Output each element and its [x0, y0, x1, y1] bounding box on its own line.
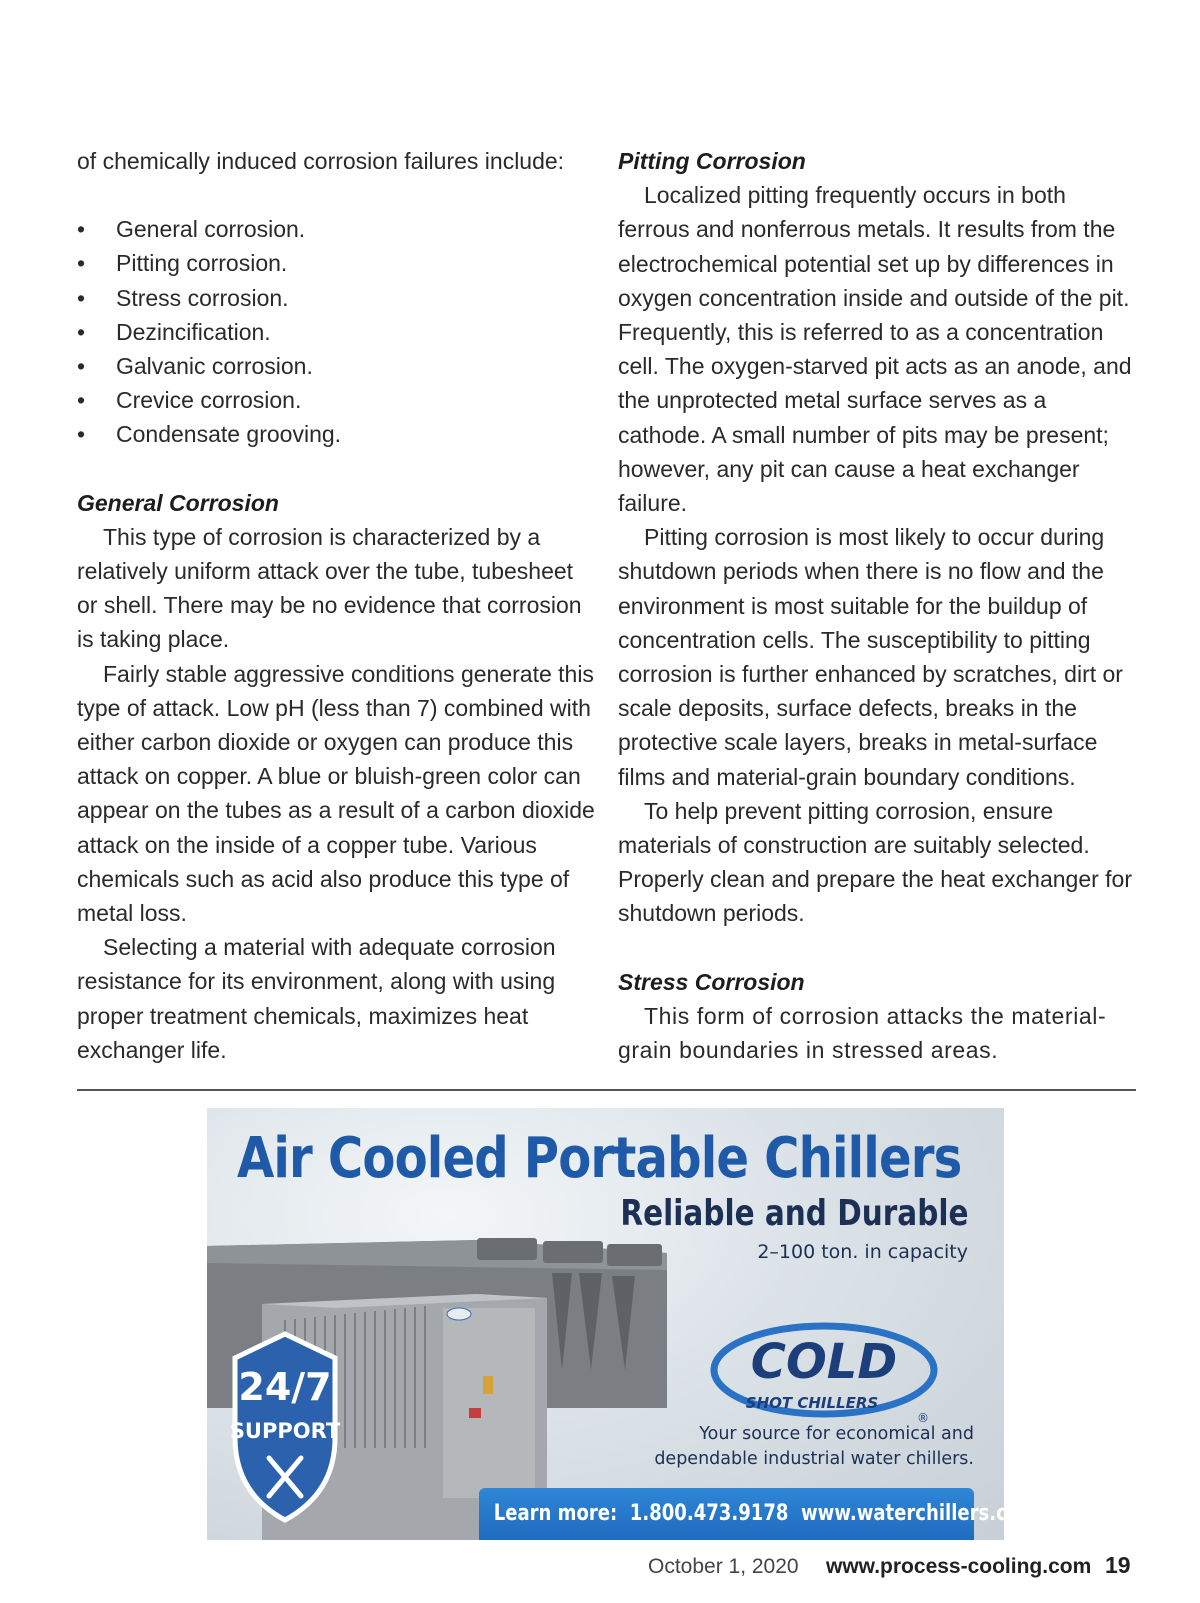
section-divider [77, 1089, 1136, 1091]
bullet-icon: • [77, 387, 86, 414]
footer-url-link[interactable]: www.process-cooling.com [826, 1555, 1092, 1578]
spacer [77, 178, 597, 212]
paragraph: To help prevent pitting corrosion, ensure materials of construction are suitably selected. Properly clean and prepare the heat exchanger for shutdown periods. [618, 797, 1132, 927]
section-heading-stress: Stress Corrosion [618, 968, 805, 995]
bullet-icon: • [77, 216, 86, 243]
spacer [618, 931, 1138, 965]
ad-subtitle: Reliable and Durable [619, 1193, 968, 1234]
left-column [77, 144, 597, 1067]
list-item: • Condensate grooving. [77, 417, 597, 451]
registered-mark: ® [917, 1411, 929, 1425]
paragraph: Fairly stable aggressive conditions generate this type of attack. Low pH (less than 7) combined with either carbon dioxide or oxygen can produce this attack on copper. A blue or bluish-green color can appear on the tubes as a result of a carbon dioxide attack on the inside of a copper tube. Various chemicals such as acid also produce this type of metal loss. [77, 660, 595, 927]
badge-24-7: 24/7 [238, 1365, 332, 1409]
bullet-icon: • [77, 250, 86, 277]
ad-capacity: 2–100 ton. in capacity [757, 1241, 968, 1263]
list-item: • Stress corrosion. [77, 281, 597, 315]
section-heading-pitting: Pitting Corrosion [618, 148, 806, 174]
paragraph: Pitting corrosion is most likely to occur during shutdown periods when there is no flow and the environment is most suitable for the buildup of concentration cells. The susceptibility to pitting corrosion is further enhanced by scratches, dirt or scale deposits, surface defects, breaks in the protective scale layers, breaks in metal-surface films and material-grain boundary conditions. [618, 524, 1123, 790]
corrosion-types-list [77, 212, 597, 451]
intro-text: of chemically induced corrosion failures include: [77, 148, 565, 174]
paragraph: This type of corrosion is characterized by a relatively uniform attack over the tube, tubesheet or shell. There may be no evidence that corrosion is taking place. [77, 523, 582, 653]
section-heading-general: General Corrosion [77, 489, 279, 516]
badge-support: SUPPORT [229, 1419, 341, 1443]
cta-url-link[interactable]: www.waterchillers.com [801, 1501, 1038, 1526]
list-item: • Pitting corrosion. [77, 246, 597, 280]
bullet-icon: • [77, 318, 86, 345]
ad-title: Air Cooled Portable Chillers [237, 1126, 962, 1191]
advertisement[interactable] [207, 1108, 1038, 1540]
paragraph: Localized pitting frequently occurs in both ferrous and nonferrous metals. It results from the electrochemical potential set up by differences in oxygen concentration inside and outside of the pit. Frequently, this is referred to as a concentration cell. The oxygen-starved pit acts as an anode, and the unprotected metal surface serves as a cathode. A small number of pits may be present; however, any pit can cause a heat exchanger failure. [618, 182, 1132, 517]
cta-phone[interactable]: 1.800.473.9178 [629, 1501, 789, 1526]
logo-shot-chillers: SHOT CHILLERS [745, 1394, 879, 1412]
spacer [77, 452, 597, 486]
paragraph: Selecting a material with adequate corrosion resistance for its environment, along with using proper treatment chemicals, maximizes heat exchanger life. [77, 934, 556, 1063]
paragraph: This form of corrosion attacks the material-grain boundaries in stressed areas. [618, 1002, 1107, 1064]
footer-date: October 1, 2020 [648, 1555, 799, 1578]
bullet-icon: • [77, 284, 86, 311]
learn-more-button[interactable] [479, 1488, 1038, 1540]
logo-cold: COLD [750, 1334, 898, 1390]
warning-label-icon [483, 1376, 493, 1394]
page-number: 19 [1105, 1552, 1131, 1578]
bullet-icon: • [77, 421, 86, 448]
control-panel [443, 1308, 535, 1498]
list-item: • Galvanic corrosion. [77, 349, 597, 383]
list-item: • Dezincification. [77, 315, 597, 349]
cta-label: Learn more: [493, 1501, 618, 1526]
ad-tagline: Your source for economical and dependable industrial water chillers. [654, 1424, 974, 1469]
list-item: • General corrosion. [77, 212, 597, 246]
list-item: • Crevice corrosion. [77, 383, 597, 417]
bullet-icon: • [77, 353, 86, 380]
right-column [618, 144, 1138, 1067]
unit-logo-icon [447, 1308, 471, 1320]
